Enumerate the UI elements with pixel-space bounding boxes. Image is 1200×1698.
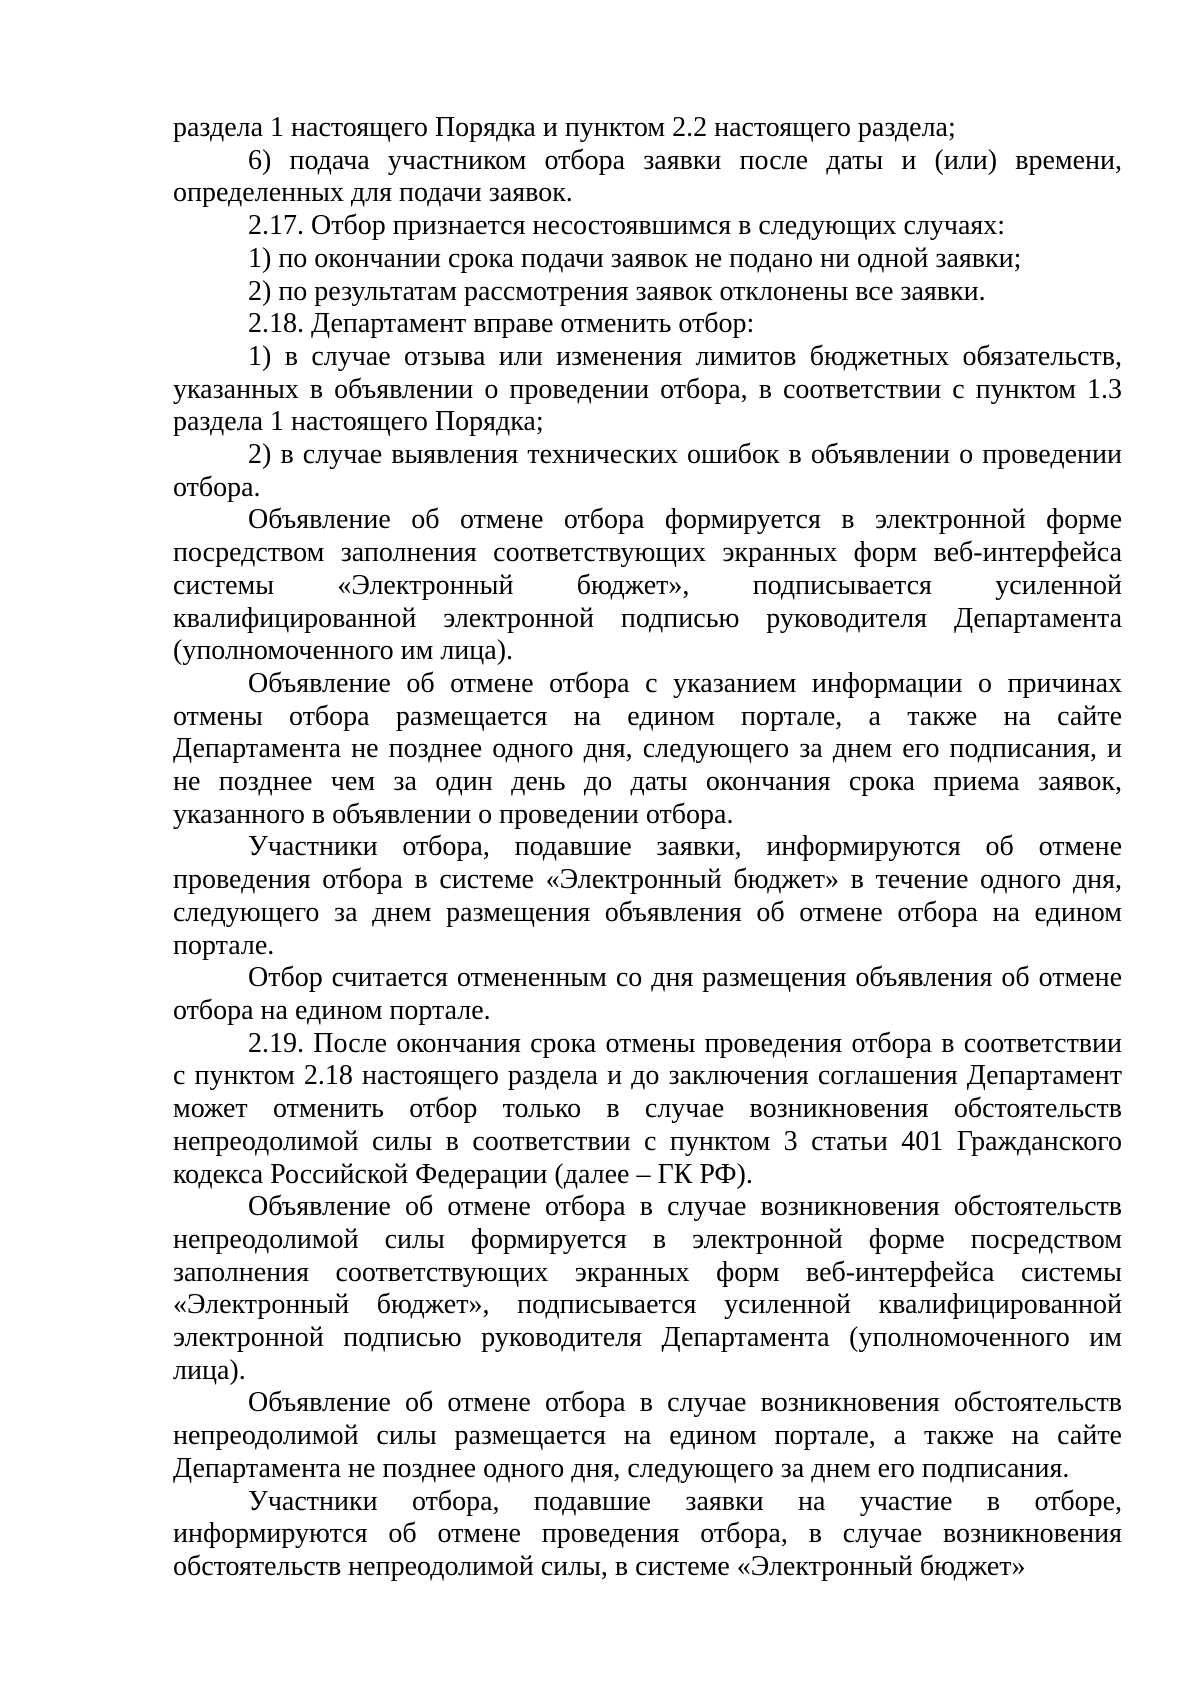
paragraph-2-19: 2.19. После окончания срока отмены проведения отбора в соответствии с пунктом 2.18 настоящего раздела и до заключения соглашения Департамент может отменить отбор только в случае возникновения обстоятельств непреодолимой силы в соответствии с пунктом 3 статьи 401 Гражданского кодекса Российской Федерации (далее – ГК РФ). bbox=[173, 1027, 1122, 1190]
paragraph-item-6: 6) подача участником отбора заявки после даты и (или) времени, определенных для подачи заявок. bbox=[173, 144, 1122, 209]
paragraph-2-18-item-2: 2) в случае выявления технических ошибок в объявлении о проведении отбора. bbox=[173, 439, 1122, 503]
paragraph-2-17: 2.17. Отбор признается несостоявшимся в следующих случаях: bbox=[248, 210, 1006, 242]
paragraph-force-majeure-participants: Участники отбора, подавшие заявки на участие в отборе, информируются об отмене проведения отбора, в случае возникновения обстоятельств непреодолимой силы, в системе «Электронный бюджет» bbox=[173, 1485, 1122, 1582]
paragraph-force-majeure-placement: Объявление об отмене отбора в случае возникновения обстоятельств непреодолимой силы размещается на едином портале, а также на сайте Департамента не позднее одного дня, следующего за днем его подписания. bbox=[173, 1387, 1122, 1484]
paragraph-cancel-announcement-placement: Объявление об отмене отбора с указанием информации о причинах отмены отбора размещается на едином портале, а также на сайте Департамента не позднее одного дня, следующего за днем его подписания, и не позднее чем за один день до даты окончания срока приема заявок, указанного в объявлении о проведении отбора. bbox=[173, 667, 1122, 830]
paragraph-2-17-item-2: 2) по результатам рассмотрения заявок отклонены все заявки. bbox=[248, 275, 986, 307]
paragraph-2-18: 2.18. Департамент вправе отменить отбор: bbox=[248, 308, 755, 340]
paragraph-cancel-effective: Отбор считается отмененным со дня размещения объявления об отмене отбора на едином портале. bbox=[173, 962, 1122, 1026]
paragraph-2-18-item-1: 1) в случае отзыва или изменения лимитов бюджетных обязательств, указанных в объявлении о проведении отбора, в соответствии с пунктом 1.3 раздела 1 настоящего Порядка; bbox=[173, 340, 1122, 438]
paragraph-participants-informed: Участники отбора, подавшие заявки, информируются об отмене проведения отбора в системе «Электронный бюджет» в течение одного дня, следующего за днем размещения объявления об отмене отбора на едином портале. bbox=[173, 831, 1122, 961]
paragraph-continuation: раздела 1 настоящего Порядка и пунктом 2.2 настоящего раздела; bbox=[173, 112, 956, 143]
paragraph-cancel-announcement-form: Объявление об отмене отбора формируется в электронной форме посредством заполнения соответствующих экранных форм веб-интерфейса системы «Электронный бюджет», подписывается усиленной квалифицированной электронной подписью руководителя Департамента (уполномоченного им лица). bbox=[173, 504, 1122, 667]
paragraph-2-17-item-1: 1) по окончании срока подачи заявок не подано ни одной заявки; bbox=[248, 242, 1022, 274]
document-body bbox=[173, 112, 1122, 1584]
paragraph-force-majeure-form: Объявление об отмене отбора в случае возникновения обстоятельств непреодолимой силы формируется в электронной форме посредством заполнения соответствующих экранных форм веб-интерфейса системы «Электронный бюджет», подписывается усиленной квалифицированной электронной подписью руководителя Департамента (уполномоченного им лица). bbox=[173, 1191, 1122, 1386]
